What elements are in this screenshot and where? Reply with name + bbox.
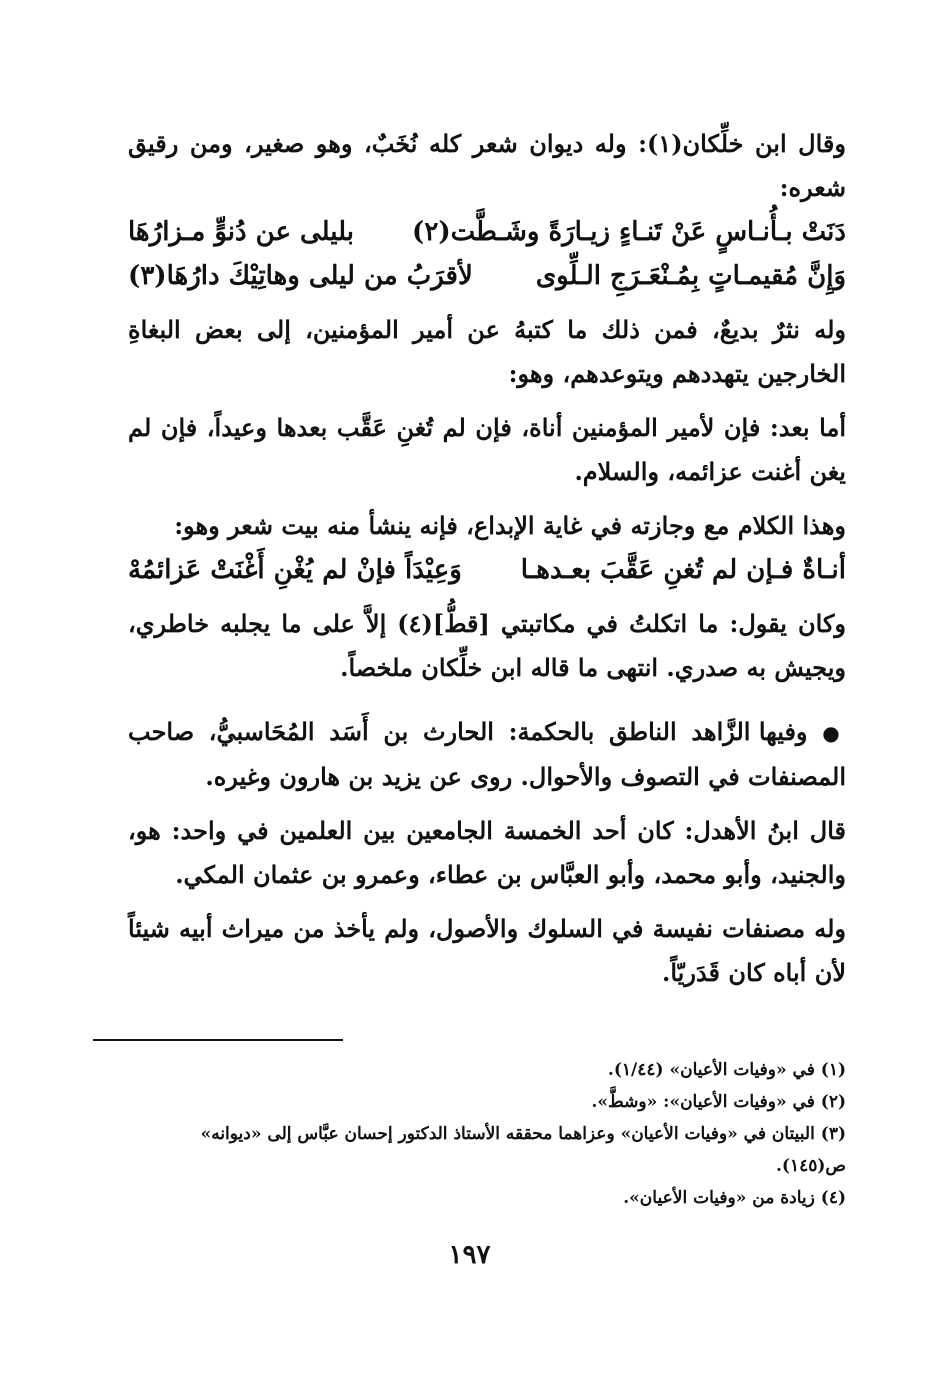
verse-line-1 [128,210,846,254]
footnote-divider [93,1039,343,1041]
page-number: ١٩٧ [448,1240,491,1270]
footnote-1: (١) في «وفيات الأعيان» (١/٤٤). [607,1060,846,1080]
verse-line-3 [128,548,846,592]
paragraph-prose: وله نثرٌ بديعٌ، فمن ذلك ما كتبهُ عن أمير المؤمنين، إلى بعض البغاةِ الخارجين يتهددهم ويتوعدهم، وهو: [128,315,846,388]
paragraph-muhasibi [128,710,846,799]
verse-3-first-hemistich: أنـاةٌ فـإن لم تُغنِ عَقَّبَ بعـدهـا [520,555,846,585]
paragraph-letter: أما بعد: فإن لأمير المؤمنين أناة، فإن لم تُغنِ عَقَّب بعدها وعيداً، فإن لم يغن أغنت عزائمه، والسلام. [128,413,846,486]
main-text [128,122,846,995]
paragraph-ibn-khallikan: وقال ابن خلِّكان(١): وله ديوان شعر كله نُخَبٌ، وهو صغير، ومن رقيق شعره: [128,129,846,202]
paragraph-eloquence: وهذا الكلام مع وجازته في غاية الإبداع، فإنه ينشأ منه بيت شعر وهو: [174,511,846,540]
verse-2-first-hemistich: وَإِنَّ مُقيمـاتٍ بِمُـنْعَـرَجِ الـلِّوى [535,261,846,291]
paragraph-muhasibi-text: وفيها الزَّاهد الناطق بالحكمة: الحارث بن أَسَد المُحَاسبيُّ، صاحب المصنفات في التصوف والأحوال. روى عن يزيد بن هارون وغيره. [128,717,846,791]
footnote-3: (٣) البيتان في «وفيات الأعيان» وعزاهما محققه الأستاذ الدكتور إحسان عبَّاس إلى «ديوانه» ص(١٤٥). [200,1124,846,1176]
footnotes [128,1054,846,1214]
verse-1-first-hemistich: دَنَتْ بـأُنـاسٍ عَنْ تَنـاءٍ زيـارَةً وشَـطَّت(٢) [412,217,846,247]
verse-3-second-hemistich: وَعِيْدَاً فإنْ لم يُغْنِ أَغْنَتْ عَزائمُهْ [128,555,462,585]
paragraph-works: وله مصنفات نفيسة في السلوك والأصول، ولم يأخذ من ميراث أبيه شيئاً لأن أباه كان قَدَريّاً. [128,914,846,987]
paragraph-saying: وكان يقول: ما اتكلتُ في مكاتبتي [قطُّ](٤) إلاَّ على ما يجلبه خاطري، ويجيش به صدري. انتهى ما قاله ابن خلِّكان ملخصاً. [128,609,846,682]
bullet-icon: ● [822,721,847,745]
paragraph-ibn-ahdal: قال ابنُ الأهدل: كان أحد الخمسة الجامعين بين العلمين في واحد: هو، والجنيد، وأبو محمد، وأبو العبَّاس بن عطاء، وعمرو بن عثمان المكي. [128,816,846,889]
verse-2-second-hemistich: لأقرَبُ من ليلى وهاتِيْكَ دارُهَا(٣) [128,261,473,291]
verse-line-2 [128,254,846,298]
verse-1-second-hemistich: بليلى عن دُنوٍّ مـزارُهَا [128,217,354,247]
footnote-4: (٤) زيادة من «وفيات الأعيان». [623,1188,846,1208]
footnote-2: (٢) في «وفيات الأعيان»: «وشطَّ». [591,1092,846,1112]
